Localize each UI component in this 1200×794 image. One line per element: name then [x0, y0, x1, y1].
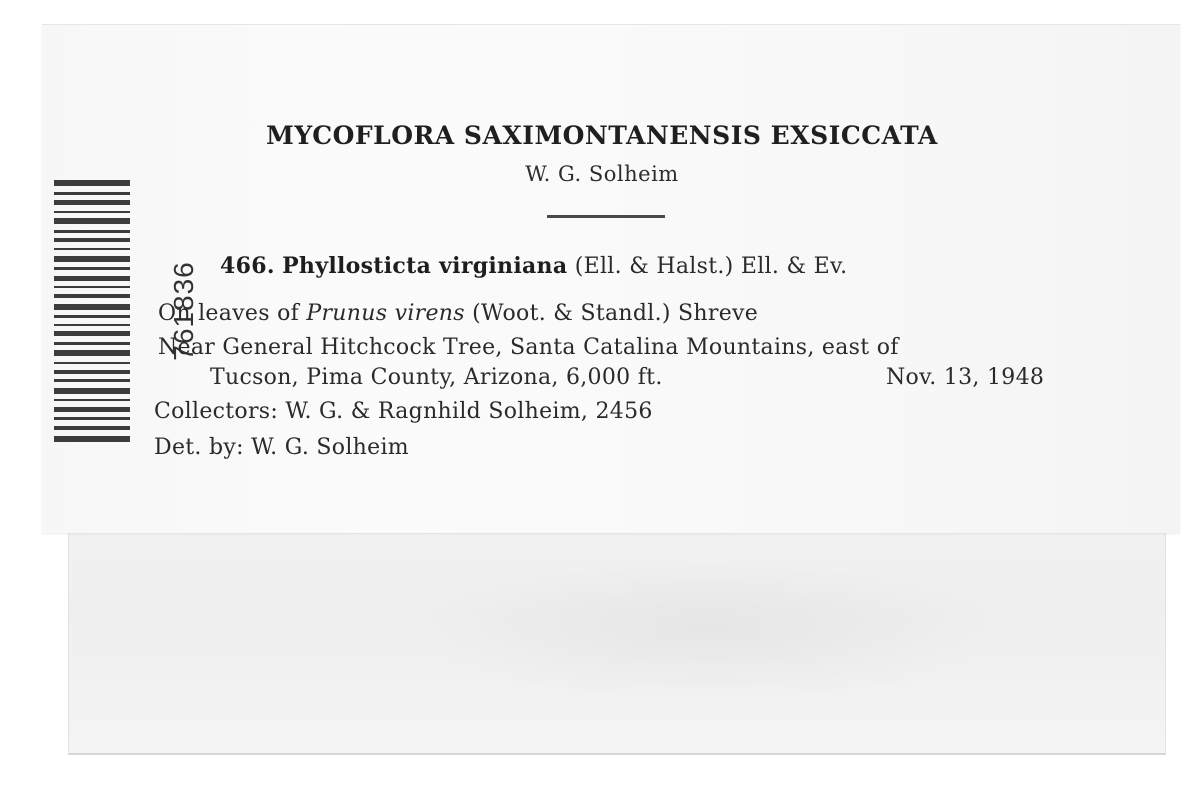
title-divider [547, 215, 665, 218]
barcode [54, 180, 130, 442]
host-species: Prunus virens [306, 301, 465, 326]
species-authority: (Ell. & Halst.) Ell. & Ev. [574, 254, 848, 279]
species-name: Phyllosticta virginiana [282, 253, 568, 279]
determiner-line: Det. by: W. G. Solheim [154, 435, 409, 460]
host-authority: (Woot. & Standl.) Shreve [472, 301, 759, 326]
host-prefix: On leaves of [158, 301, 300, 326]
packet-shadow-mark [409, 555, 1009, 705]
collection-editor: W. G. Solheim [525, 162, 679, 186]
barcode-number: 761836 [168, 261, 199, 361]
locality-line-1: Near General Hitchcock Tree, Santa Catalina Mountains, east of [158, 335, 899, 360]
collectors-line: Collectors: W. G. & Ragnhild Solheim, 2456 [154, 399, 653, 424]
host-line [158, 301, 758, 326]
species-line [220, 253, 847, 279]
locality-line-2: Tucson, Pima County, Arizona, 6,000 ft. [210, 365, 663, 390]
collection-date: Nov. 13, 1948 [886, 365, 1045, 390]
specimen-number: 466. [220, 253, 275, 279]
collection-title: MYCOFLORA SAXIMONTANENSIS EXSICCATA [266, 121, 938, 150]
specimen-packet [68, 515, 1166, 755]
herbarium-label [42, 24, 1180, 533]
